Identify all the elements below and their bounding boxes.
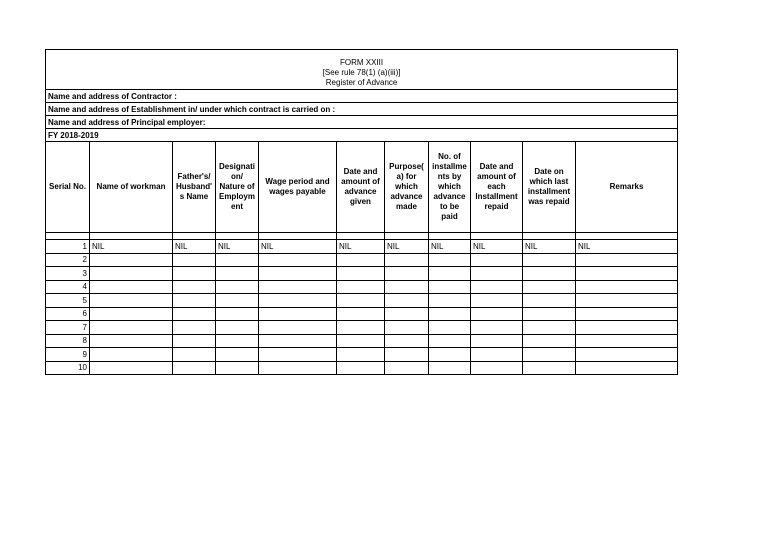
table-cell xyxy=(216,280,259,294)
table-cell xyxy=(216,307,259,321)
table-cell: NIL xyxy=(337,240,385,254)
table-cell xyxy=(90,348,173,362)
table-cell xyxy=(216,267,259,281)
table-row xyxy=(46,267,678,281)
gap-cell xyxy=(523,233,576,240)
gap-cell xyxy=(259,233,337,240)
serial-cell: 3 xyxy=(46,267,90,281)
table-cell xyxy=(471,321,523,335)
table-cell xyxy=(576,361,678,375)
financial-year-line: FY 2018-2019 xyxy=(46,129,678,142)
table-cell xyxy=(429,348,471,362)
table-cell xyxy=(429,267,471,281)
table-cell xyxy=(523,307,576,321)
table-cell xyxy=(576,321,678,335)
table-cell xyxy=(576,294,678,308)
table-cell xyxy=(523,321,576,335)
table-cell xyxy=(576,334,678,348)
table-cell xyxy=(523,334,576,348)
form-subtitle: Register of Advance xyxy=(325,78,398,87)
column-header: Date and amount of advance given xyxy=(337,142,385,233)
table-cell xyxy=(216,294,259,308)
table-cell xyxy=(337,334,385,348)
serial-cell: 7 xyxy=(46,321,90,335)
table-cell xyxy=(471,334,523,348)
table-cell xyxy=(385,294,429,308)
table-cell xyxy=(259,307,337,321)
serial-cell: 5 xyxy=(46,294,90,308)
table-row xyxy=(46,321,678,335)
table-cell xyxy=(385,321,429,335)
table-cell xyxy=(523,294,576,308)
table-cell xyxy=(471,280,523,294)
table-cell: NIL xyxy=(471,240,523,254)
table-cell xyxy=(471,361,523,375)
table-cell xyxy=(90,361,173,375)
table-cell xyxy=(216,334,259,348)
contractor-line: Name and address of Contractor : xyxy=(46,90,678,103)
table-cell xyxy=(576,267,678,281)
table-cell xyxy=(576,280,678,294)
table-cell xyxy=(385,280,429,294)
table-cell: NIL xyxy=(429,240,471,254)
serial-cell: 8 xyxy=(46,334,90,348)
table-cell xyxy=(173,334,216,348)
table-cell xyxy=(337,267,385,281)
table-row xyxy=(46,334,678,348)
column-header: Father's/ Husband' s Name xyxy=(173,142,216,233)
table-cell xyxy=(216,321,259,335)
table-cell xyxy=(429,307,471,321)
gap-cell xyxy=(46,233,90,240)
table-cell xyxy=(259,334,337,348)
table-cell xyxy=(173,280,216,294)
table-cell xyxy=(471,307,523,321)
serial-cell: 9 xyxy=(46,348,90,362)
table-cell xyxy=(337,321,385,335)
table-cell xyxy=(216,361,259,375)
table-cell xyxy=(429,294,471,308)
table-cell xyxy=(90,307,173,321)
gap-cell xyxy=(471,233,523,240)
table-cell xyxy=(173,321,216,335)
column-header: Wage period and wages payable xyxy=(259,142,337,233)
column-header: No. of installme nts by which advance to be paid xyxy=(429,142,471,233)
column-header: Date on which last installment was repaid xyxy=(523,142,576,233)
table-cell xyxy=(385,361,429,375)
table-cell xyxy=(173,253,216,267)
table-cell: NIL xyxy=(523,240,576,254)
table-cell xyxy=(90,294,173,308)
table-row xyxy=(46,307,678,321)
column-header: Remarks xyxy=(576,142,678,233)
table-cell xyxy=(576,348,678,362)
table-cell xyxy=(90,253,173,267)
form-title: FORM XXIII xyxy=(340,58,384,67)
column-header: Name of workman xyxy=(90,142,173,233)
table-cell xyxy=(259,348,337,362)
table-cell xyxy=(576,253,678,267)
table-cell xyxy=(337,307,385,321)
table-cell xyxy=(173,267,216,281)
gap-cell xyxy=(337,233,385,240)
form-title-block xyxy=(46,50,678,90)
table-cell xyxy=(259,267,337,281)
gap-cell xyxy=(576,233,678,240)
table-cell xyxy=(523,361,576,375)
table-cell xyxy=(337,253,385,267)
header-gap-row xyxy=(46,233,678,240)
table-cell xyxy=(259,253,337,267)
principal-employer-line: Name and address of Principal employer: xyxy=(46,116,678,129)
gap-cell xyxy=(429,233,471,240)
table-cell xyxy=(385,307,429,321)
data-rows xyxy=(46,240,678,375)
gap-cell xyxy=(173,233,216,240)
table-cell xyxy=(429,253,471,267)
table-cell xyxy=(216,253,259,267)
table-cell xyxy=(429,321,471,335)
table-cell xyxy=(90,321,173,335)
table-cell xyxy=(523,280,576,294)
table-cell xyxy=(337,361,385,375)
table-cell: NIL xyxy=(259,240,337,254)
table-cell xyxy=(90,280,173,294)
table-cell xyxy=(523,267,576,281)
table-row xyxy=(46,280,678,294)
table-cell xyxy=(385,253,429,267)
table-cell xyxy=(337,280,385,294)
table-cell xyxy=(429,280,471,294)
table-row xyxy=(46,361,678,375)
table-cell xyxy=(471,267,523,281)
table-cell xyxy=(471,294,523,308)
table-cell xyxy=(173,294,216,308)
gap-cell xyxy=(385,233,429,240)
table-cell xyxy=(259,294,337,308)
table-cell xyxy=(259,280,337,294)
table-cell: NIL xyxy=(576,240,678,254)
table-row xyxy=(46,240,678,254)
column-header: Purpose( a) for which advance made xyxy=(385,142,429,233)
column-header: Serial No. xyxy=(46,142,90,233)
gap-cell xyxy=(216,233,259,240)
table-cell xyxy=(385,267,429,281)
table-cell xyxy=(173,361,216,375)
serial-cell: 4 xyxy=(46,280,90,294)
table-cell xyxy=(90,267,173,281)
register-table xyxy=(45,49,678,375)
table-cell xyxy=(385,334,429,348)
establishment-line: Name and address of Establishment in/ under which contract is carried on : xyxy=(46,103,678,116)
table-cell xyxy=(523,253,576,267)
serial-cell: 1 xyxy=(46,240,90,254)
table-cell xyxy=(90,334,173,348)
form-rule: [See rule 78(1) (a)(iii)] xyxy=(322,68,401,77)
table-cell xyxy=(471,253,523,267)
table-cell xyxy=(576,307,678,321)
serial-cell: 10 xyxy=(46,361,90,375)
column-header: Date and amount of each Installment repaid xyxy=(471,142,523,233)
table-cell xyxy=(259,361,337,375)
table-cell: NIL xyxy=(385,240,429,254)
table-cell xyxy=(337,294,385,308)
table-row xyxy=(46,294,678,308)
table-cell xyxy=(385,348,429,362)
serial-cell: 6 xyxy=(46,307,90,321)
register-of-advance-form xyxy=(45,49,677,375)
table-cell xyxy=(259,321,337,335)
table-cell xyxy=(216,348,259,362)
serial-cell: 2 xyxy=(46,253,90,267)
table-cell xyxy=(337,348,385,362)
table-cell xyxy=(429,361,471,375)
table-cell xyxy=(523,348,576,362)
table-row xyxy=(46,253,678,267)
table-row xyxy=(46,348,678,362)
column-header-row xyxy=(46,142,678,233)
column-header: Designati on/ Nature of Employm ent xyxy=(216,142,259,233)
gap-cell xyxy=(90,233,173,240)
table-cell xyxy=(173,307,216,321)
table-cell xyxy=(173,348,216,362)
table-cell: NIL xyxy=(216,240,259,254)
table-cell: NIL xyxy=(173,240,216,254)
table-cell xyxy=(429,334,471,348)
table-cell: NIL xyxy=(90,240,173,254)
table-cell xyxy=(471,348,523,362)
